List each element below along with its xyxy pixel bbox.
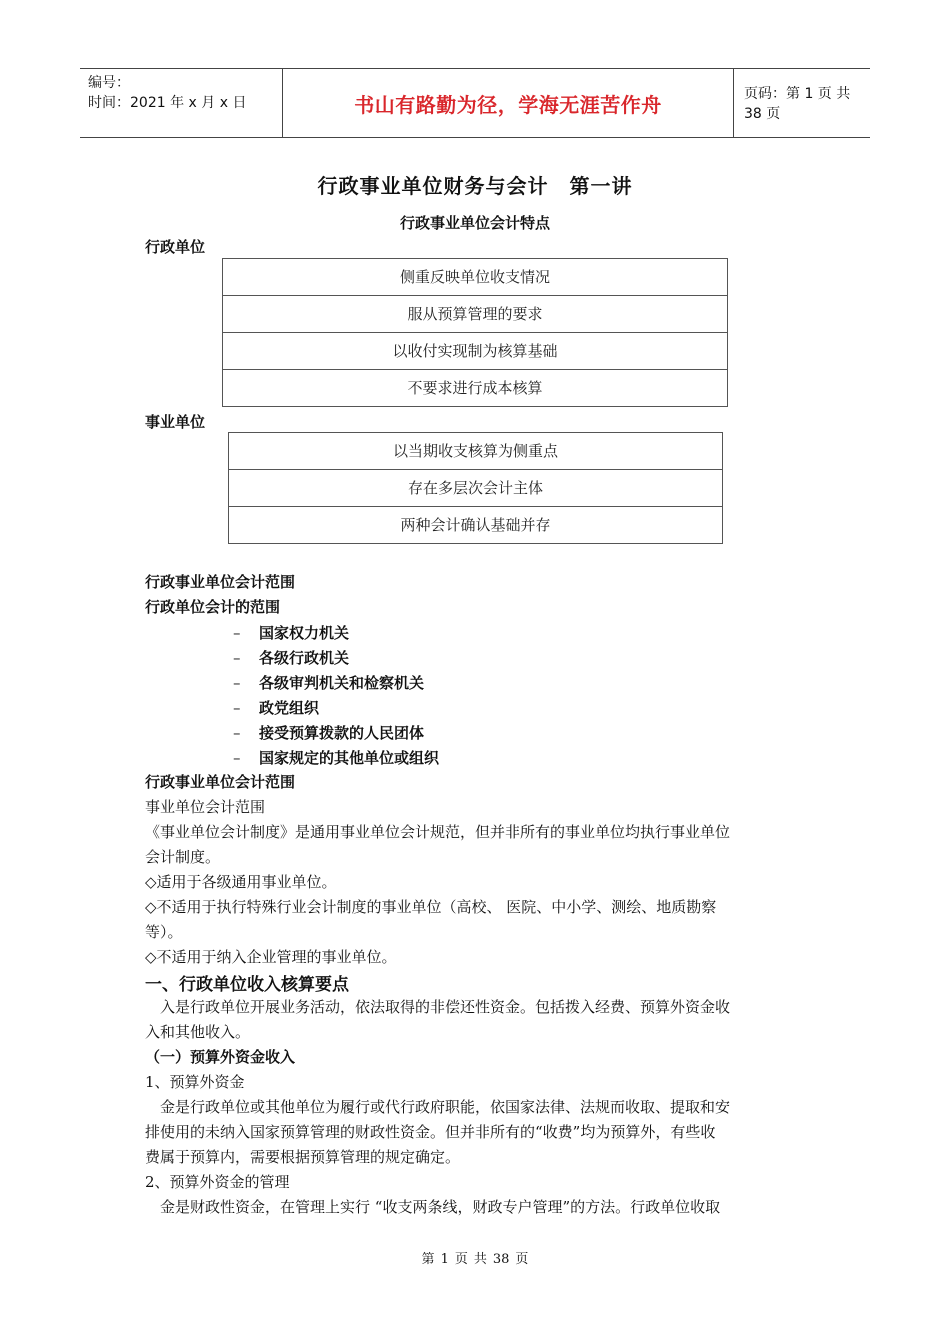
admin-scope-item: – 接受预算拨款的人民团体	[233, 724, 425, 742]
admin-scope-item: – 各级行政机关	[233, 649, 350, 667]
header-motto: 书山有路勤为径，学海无涯苦作舟	[282, 69, 734, 137]
header-meta-cell	[80, 69, 282, 137]
page-footer: 第 1 页 共 38 页	[421, 1252, 529, 1267]
public-scope-item: 等）。	[145, 923, 183, 941]
section-heading: 一、行政单位收入核算要点	[145, 975, 349, 995]
page-title: 行政事业单位财务与会计 第一讲	[317, 174, 633, 198]
admin-scope-heading: 行政单位会计的范围	[145, 598, 281, 616]
admin-scope-item: – 国家规定的其他单位或组织	[233, 749, 440, 767]
public-unit-item: 存在多层次会计主体	[229, 470, 722, 507]
time-label: 时间：2021 年 x 月 x 日	[88, 95, 247, 111]
section-para: 入和其他收入。	[145, 1023, 251, 1041]
admin-unit-label: 行政单位	[145, 238, 206, 256]
public-unit-label: 事业单位	[145, 413, 206, 431]
page-subtitle: 行政事业单位会计特点	[399, 214, 550, 232]
bullet-dash: –	[233, 724, 241, 742]
subsection-para: 排使用的未纳入国家预算管理的财政性资金。但并非所有的“收费”均为预算外，有些收	[145, 1123, 716, 1141]
public-scope-item: ◇不适用于纳入企业管理的事业单位。	[145, 948, 397, 966]
scope-heading-2: 行政事业单位会计范围	[145, 773, 296, 791]
admin-unit-item: 以收付实现制为核算基础	[223, 333, 727, 370]
admin-scope-item: – 国家权力机关	[233, 624, 350, 642]
bullet-dash: –	[233, 749, 241, 767]
subsection-heading: （一）预算外资金收入	[145, 1048, 296, 1066]
admin-unit-item: 服从预算管理的要求	[223, 296, 727, 333]
bullet-dash: –	[233, 674, 241, 692]
footer-page-number: 1	[440, 1252, 449, 1267]
public-scope-para: 会计制度。	[145, 848, 221, 866]
subsection-para: 金是财政性资金，在管理上实行 “收支两条线，财政专户管理”的方法。行政单位收取	[145, 1198, 721, 1216]
public-scope-para: 《事业单位会计制度》是通用事业单位会计规范，但并非所有的事业单位均执行事业单位	[145, 823, 731, 841]
public-scope-item: ◇不适用于执行特殊行业会计制度的事业单位（高校、 医院、中小学、测绘、地质勘察	[145, 898, 717, 916]
admin-scope-item: – 政党组织	[233, 699, 320, 717]
bullet-dash: –	[233, 699, 241, 717]
scope-heading: 行政事业单位会计范围	[145, 573, 296, 591]
document-header	[80, 68, 870, 138]
admin-unit-item: 不要求进行成本核算	[407, 379, 543, 397]
admin-unit-item: 侧重反映单位收支情况	[223, 259, 727, 296]
public-unit-item: 以当期收支核算为侧重点	[229, 433, 722, 470]
public-scope-item: ◇适用于各级通用事业单位。	[145, 873, 337, 891]
public-unit-box	[228, 432, 723, 544]
subsection-item: 1、预算外资金	[145, 1073, 245, 1091]
subsection-item: 2、预算外资金的管理	[145, 1173, 290, 1191]
subsection-para: 金是行政单位或其他单位为履行或代行政府职能，依国家法律、法规而收取、提取和安	[145, 1098, 731, 1116]
public-unit-item: 两种会计确认基础并存	[400, 516, 551, 534]
footer-total-pages: 38	[492, 1252, 510, 1267]
admin-scope-item: – 各级审判机关和检察机关	[233, 674, 425, 692]
bullet-dash: –	[233, 649, 241, 667]
public-scope-heading: 事业单位会计范围	[145, 798, 266, 816]
admin-unit-box	[222, 258, 728, 407]
bullet-dash: –	[233, 624, 241, 642]
number-label: 编号：	[88, 75, 130, 91]
section-para: 入是行政单位开展业务活动，依法取得的非偿还性资金。包括拨入经费、预算外资金收	[145, 998, 731, 1016]
header-page-info: 页码：第 1 页 共 38 页	[744, 86, 851, 122]
subsection-para: 费属于预算内，需要根据预算管理的规定确定。	[145, 1148, 461, 1166]
